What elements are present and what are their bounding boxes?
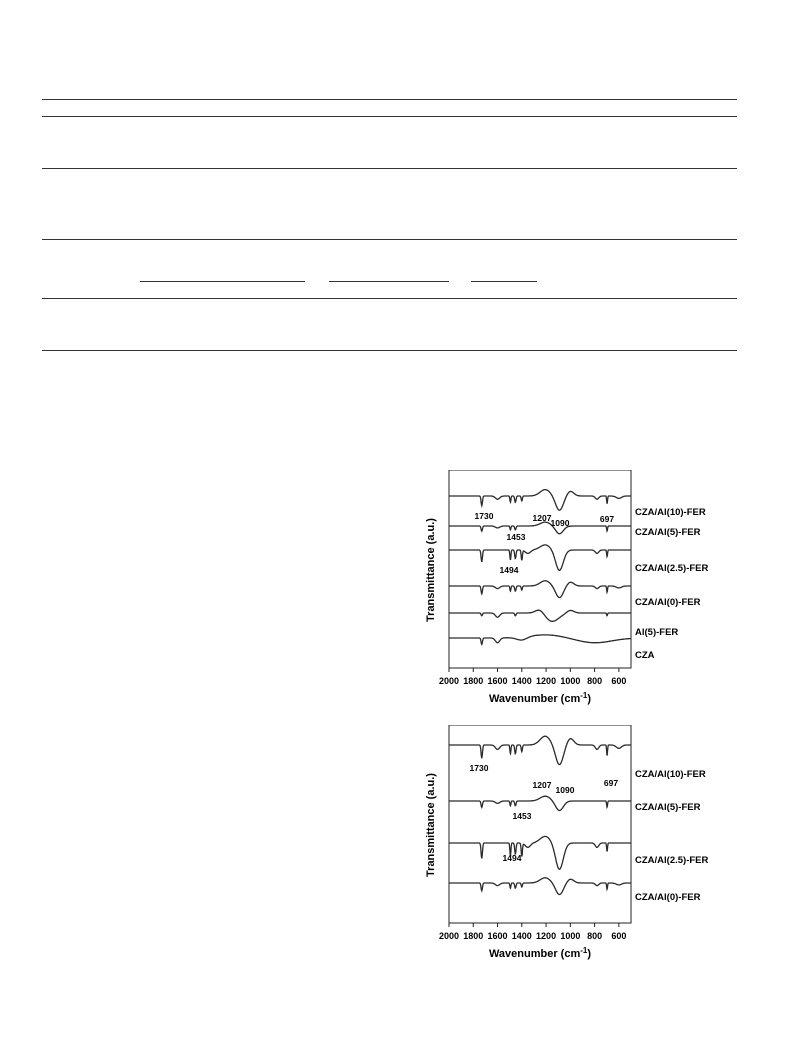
x-tick-label: 1600 bbox=[487, 931, 508, 941]
peak-label: 697 bbox=[603, 778, 619, 788]
series-label: CZA/Al(0)-FER bbox=[635, 597, 701, 608]
table-bottom-rule bbox=[42, 350, 737, 351]
x-tick-label: 1400 bbox=[511, 676, 532, 686]
table-top-rule bbox=[42, 99, 737, 100]
x-tick-label: 600 bbox=[611, 676, 627, 686]
table-row-rule-2 bbox=[42, 239, 737, 240]
ftir-chart-1 bbox=[418, 470, 718, 710]
peak-label: 1453 bbox=[512, 811, 532, 821]
plot-frame bbox=[449, 725, 631, 923]
peak-label: 1494 bbox=[502, 853, 522, 863]
series-label: CZA/Al(10)-FER bbox=[635, 507, 706, 518]
x-tick-marks bbox=[449, 668, 619, 672]
series-line bbox=[449, 796, 631, 810]
spectra-lines bbox=[449, 736, 631, 894]
series-line bbox=[449, 581, 631, 598]
table-subheader-rule-2 bbox=[329, 281, 449, 282]
x-tick-label: 1200 bbox=[536, 676, 557, 686]
x-axis-label: Wavenumber $(cm^{-1})$ bbox=[488, 946, 592, 960]
peak-labels bbox=[475, 511, 615, 575]
table-header-rule bbox=[42, 116, 737, 117]
peak-label: 1090 bbox=[555, 785, 575, 795]
y-axis-label: Transmittance (a.u.) bbox=[425, 773, 437, 877]
peak-label: 1453 bbox=[506, 532, 526, 542]
series-label: CZA/Al(0)-FER bbox=[635, 892, 701, 903]
series-line bbox=[449, 635, 631, 645]
x-tick-label: 800 bbox=[587, 676, 603, 686]
x-tick-label: 2000 bbox=[438, 931, 460, 941]
series-line bbox=[449, 878, 631, 895]
x-axis-label: Wavenumber $(cm^{-1})$ bbox=[488, 691, 592, 705]
peak-label: 1090 bbox=[550, 518, 570, 528]
peak-label: 697 bbox=[599, 514, 615, 524]
table-subheader-rule-1 bbox=[140, 281, 305, 282]
peak-label: 1207 bbox=[532, 780, 552, 790]
x-tick-label: 2000 bbox=[438, 676, 460, 686]
y-axis-label: Transmittance (a.u.) bbox=[425, 518, 437, 622]
series-line bbox=[449, 545, 631, 570]
x-tick-labels bbox=[439, 931, 626, 941]
peak-label: 1494 bbox=[499, 565, 519, 575]
x-tick-label: 800 bbox=[587, 931, 603, 941]
table-subheader-rule-3 bbox=[471, 281, 537, 282]
series-label: CZA/Al(5)-FER bbox=[635, 802, 701, 813]
series-labels bbox=[635, 769, 709, 903]
table-row-rule-1 bbox=[42, 168, 737, 169]
table-row-rule-3 bbox=[42, 298, 737, 299]
series-label: CZA/Al(5)-FER bbox=[635, 527, 701, 538]
x-tick-label: 600 bbox=[611, 931, 627, 941]
series-labels bbox=[635, 507, 709, 661]
series-label: CZA/Al(10)-FER bbox=[635, 769, 706, 780]
peak-label: 1207 bbox=[532, 513, 552, 523]
x-tick-label: 1800 bbox=[463, 931, 484, 941]
x-tick-label: 1000 bbox=[560, 676, 581, 686]
ftir-chart-2 bbox=[418, 725, 718, 965]
series-label: Al(5)-FER bbox=[635, 627, 679, 638]
series-label: CZA/Al(2.5)-FER bbox=[635, 563, 709, 574]
x-tick-label: 1200 bbox=[536, 931, 557, 941]
x-tick-label: 1800 bbox=[463, 676, 484, 686]
peak-label: 1730 bbox=[469, 763, 489, 773]
series-label: CZA/Al(2.5)-FER bbox=[635, 855, 709, 866]
x-tick-label: 1000 bbox=[560, 931, 581, 941]
series-line bbox=[449, 610, 631, 621]
peak-label: 1730 bbox=[474, 511, 494, 521]
series-line bbox=[449, 490, 631, 511]
x-tick-label: 1400 bbox=[511, 931, 532, 941]
x-tick-label: 1600 bbox=[487, 676, 508, 686]
peak-labels bbox=[470, 763, 619, 863]
x-tick-labels bbox=[439, 676, 626, 686]
series-line bbox=[449, 836, 631, 869]
x-tick-marks bbox=[449, 923, 619, 927]
series-label: CZA bbox=[635, 650, 655, 661]
series-line bbox=[449, 736, 631, 764]
